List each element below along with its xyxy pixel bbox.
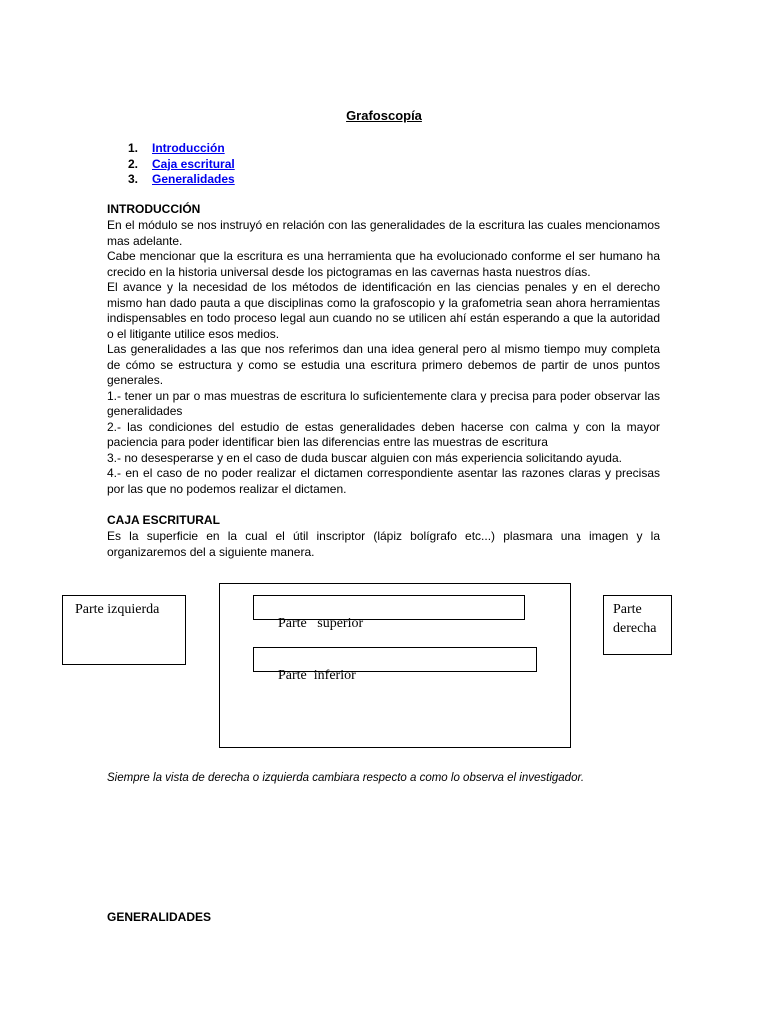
intro-list-item: 2.- las condiciones del estudio de estas generalidades deben hacerse con calma y con la mayor paciencia para poder identificar bien las diferencias entre las muestras de escritura — [107, 419, 660, 449]
intro-list-item: 3.- no desesperarse y en el caso de duda buscar alguien con más experiencia solicitando ayuda. — [107, 450, 622, 465]
diagram-bottom-label: Parte inferior — [278, 668, 356, 683]
intro-paragraph: El avance y la necesidad de los métodos de identificación en las ciencias penales y en el derecho mismo han dado pauta a que disciplinas como la grafoscopio y la grafometria sean ahora herramientas indispensables en todo proceso legal aun cuando no se utilicen ahí están esperando a que la autoridad o el litigante utilice esos medios. — [107, 280, 660, 341]
toc-number: 2. — [128, 156, 139, 171]
intro-paragraph: Las generalidades a las que nos referimos dan una idea general pero al mismo tiempo muy completa de cómo se estructura y como se estudia una escritura primero debemos de partir de unos puntos generales. — [107, 342, 660, 387]
toc-item-introduccion — [128, 141, 235, 157]
intro-paragraph: En el módulo se nos instruyó en relación con las generalidades de la escritura las cuales mencionamos mas adelante. — [107, 218, 660, 248]
intro-paragraph: Cabe mencionar que la escritura es una herramienta que ha evolucionado conforme el ser humano ha crecido en la historia universal desde los pictogramas en las cavernas hasta nuestros días. — [107, 249, 660, 279]
toc-number: 3. — [128, 172, 139, 186]
caja-body — [107, 529, 660, 560]
toc-link-caja-escritural[interactable]: Caja escritural — [152, 156, 235, 171]
caja-paragraph: Es la superficie en la cual el útil inscriptor (lápiz bolígrafo etc...) plasmara una imagen y la organizaremos del a siguiente manera. — [107, 529, 660, 559]
diagram-left-box — [62, 595, 186, 665]
diagram-bottom-box — [253, 647, 537, 683]
diagram-top-label: Parte superior — [278, 616, 364, 631]
toc-number: 1. — [128, 141, 139, 155]
document-title: Grafoscopía — [346, 108, 422, 123]
caja-note: Siempre la vista de derecha o izquierda cambiara respecto a como lo observa el investigador. — [107, 772, 585, 784]
diagram-right-box — [603, 595, 672, 655]
toc-link-generalidades[interactable]: Generalidades — [152, 172, 235, 186]
caja-heading: CAJA ESCRITURAL — [107, 513, 220, 527]
diagram-top-box — [253, 595, 525, 631]
toc-item-caja-escritural — [128, 157, 235, 173]
intro-list-item: 4.- en el caso de no poder realizar el dictamen correspondiente asentar las razones claras y precisas por las que no podemos realizar el dictamen. — [107, 466, 660, 496]
generalidades-heading: GENERALIDADES — [107, 910, 212, 924]
diagram-right-label: Parte derecha — [613, 602, 657, 636]
toc-item-generalidades — [128, 172, 235, 188]
intro-heading: INTRODUCCIÓN — [107, 202, 201, 216]
diagram-left-label: Parte izquierda — [75, 602, 160, 617]
intro-list-item: 1.- tener un par o mas muestras de escritura lo suficientemente clara y precisa para poder observar las generalidades — [107, 388, 660, 418]
intro-body — [107, 218, 660, 497]
toc-link-introduccion[interactable]: Introducción — [152, 141, 225, 155]
table-of-contents — [128, 141, 235, 188]
